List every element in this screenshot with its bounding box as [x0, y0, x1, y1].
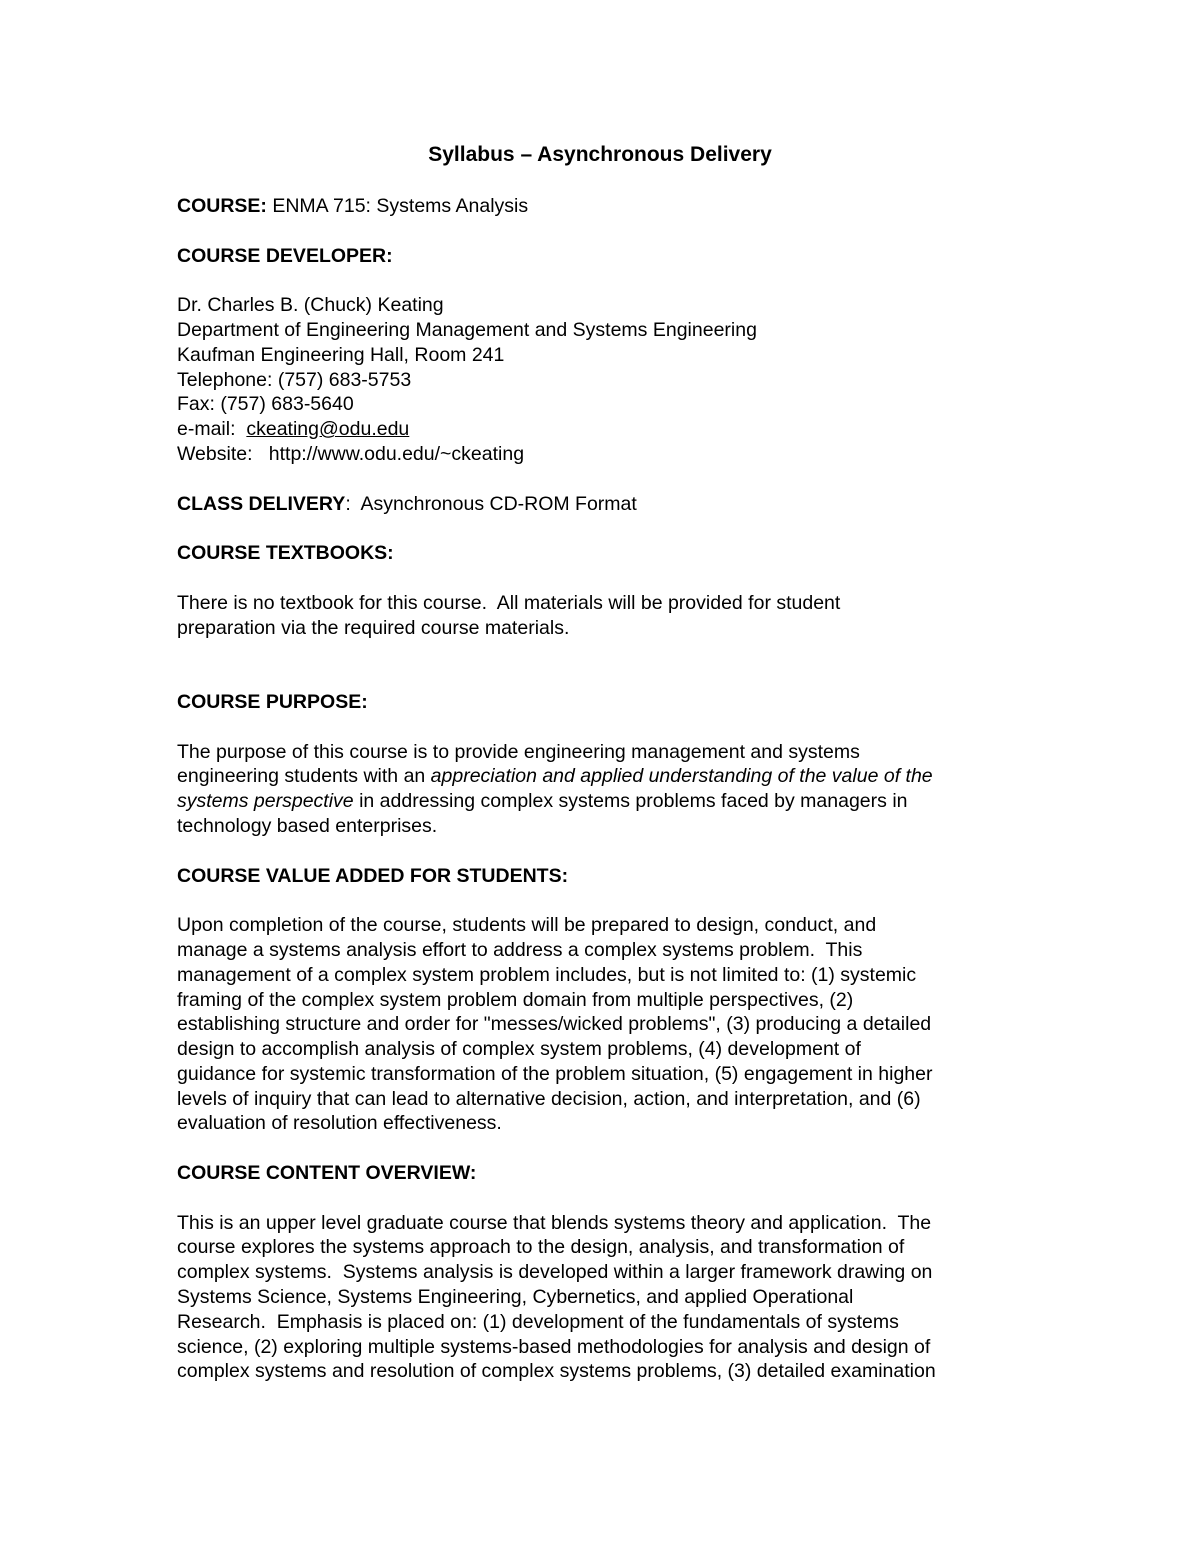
value-added-line: establishing structure and order for "messes/wicked problems", (3) producing a detailed [177, 1013, 932, 1036]
developer-email-line [177, 417, 1037, 442]
purpose-line [177, 764, 1037, 789]
overview-line: This is an upper level graduate course that blends systems theory and application. The [177, 1211, 932, 1234]
developer-heading: COURSE DEVELOPER: [177, 244, 393, 267]
email-label: e-mail: [177, 418, 247, 441]
website-label: Website: [177, 442, 269, 465]
developer-fax: Fax: (757) 683-5640 [177, 393, 354, 416]
value-added-line: framing of the complex system problem domain from multiple perspectives, (2) [177, 988, 854, 1011]
purpose-text: engineering students with an [177, 765, 431, 788]
delivery-line [177, 492, 1037, 517]
purpose-line: technology based enterprises. [177, 814, 438, 837]
delivery-label: CLASS DELIVERY [177, 492, 346, 515]
value-added-line: design to accomplish analysis of complex system problems, (4) development of [177, 1038, 861, 1061]
purpose-emphasis: appreciation and applied understanding of the value of the [430, 765, 933, 788]
textbooks-heading: COURSE TEXTBOOKS: [177, 542, 394, 565]
purpose-line [177, 789, 1037, 814]
value-added-heading: COURSE VALUE ADDED FOR STUDENTS: [177, 864, 569, 887]
course-label: COURSE: [177, 195, 267, 217]
course-value: ENMA 715: Systems Analysis [272, 195, 529, 217]
overview-heading: COURSE CONTENT OVERVIEW: [177, 1162, 477, 1185]
delivery-colon: : [345, 492, 351, 515]
value-added-line: evaluation of resolution effectiveness. [177, 1112, 502, 1135]
developer-telephone: Telephone: (757) 683-5753 [177, 368, 412, 391]
value-added-line: levels of inquiry that can lead to alternative decision, action, and interpretation, and (6) [177, 1087, 921, 1110]
overview-line: course explores the systems approach to the design, analysis, and transformation of [177, 1236, 905, 1259]
overview-line: Research. Emphasis is placed on: (1) development of the fundamentals of systems [177, 1310, 899, 1333]
page-title: Syllabus – Asynchronous Delivery [428, 143, 772, 166]
email-link[interactable]: ckeating@odu.edu [246, 418, 410, 441]
purpose-emphasis: systems perspective [177, 790, 354, 813]
developer-department: Department of Engineering Management and Systems Engineering [177, 318, 757, 341]
overview-line: complex systems and resolution of complex systems problems, (3) detailed examination [177, 1360, 936, 1383]
course-line [177, 194, 1037, 219]
delivery-value: Asynchronous CD-ROM Format [350, 492, 637, 515]
textbooks-line: preparation via the required course materials. [177, 616, 570, 639]
overview-line: science, (2) exploring multiple systems-based methodologies for analysis and design of [177, 1335, 931, 1358]
website-link[interactable]: http://www.odu.edu/~ckeating [268, 442, 525, 465]
value-added-line: Upon completion of the course, students will be prepared to design, conduct, and [177, 914, 877, 937]
purpose-line: The purpose of this course is to provide engineering management and systems [177, 740, 860, 763]
syllabus-body [177, 194, 1037, 1384]
developer-name: Dr. Charles B. (Chuck) Keating [177, 294, 444, 317]
overview-line: complex systems. Systems analysis is developed within a larger framework drawing on [177, 1261, 933, 1284]
purpose-text: in addressing complex systems problems faced by managers in [353, 790, 908, 813]
purpose-heading: COURSE PURPOSE: [177, 690, 368, 713]
textbooks-line: There is no textbook for this course. All materials will be provided for student [177, 591, 841, 614]
developer-website-line [177, 442, 1037, 467]
developer-office: Kaufman Engineering Hall, Room 241 [177, 343, 505, 366]
value-added-line: management of a complex system problem includes, but is not limited to: (1) systemic [177, 963, 917, 986]
value-added-line: manage a systems analysis effort to address a complex systems problem. This [177, 938, 863, 961]
overview-line: Systems Science, Systems Engineering, Cybernetics, and applied Operational [177, 1286, 854, 1309]
value-added-line: guidance for systemic transformation of the problem situation, (5) engagement in higher [177, 1062, 933, 1085]
